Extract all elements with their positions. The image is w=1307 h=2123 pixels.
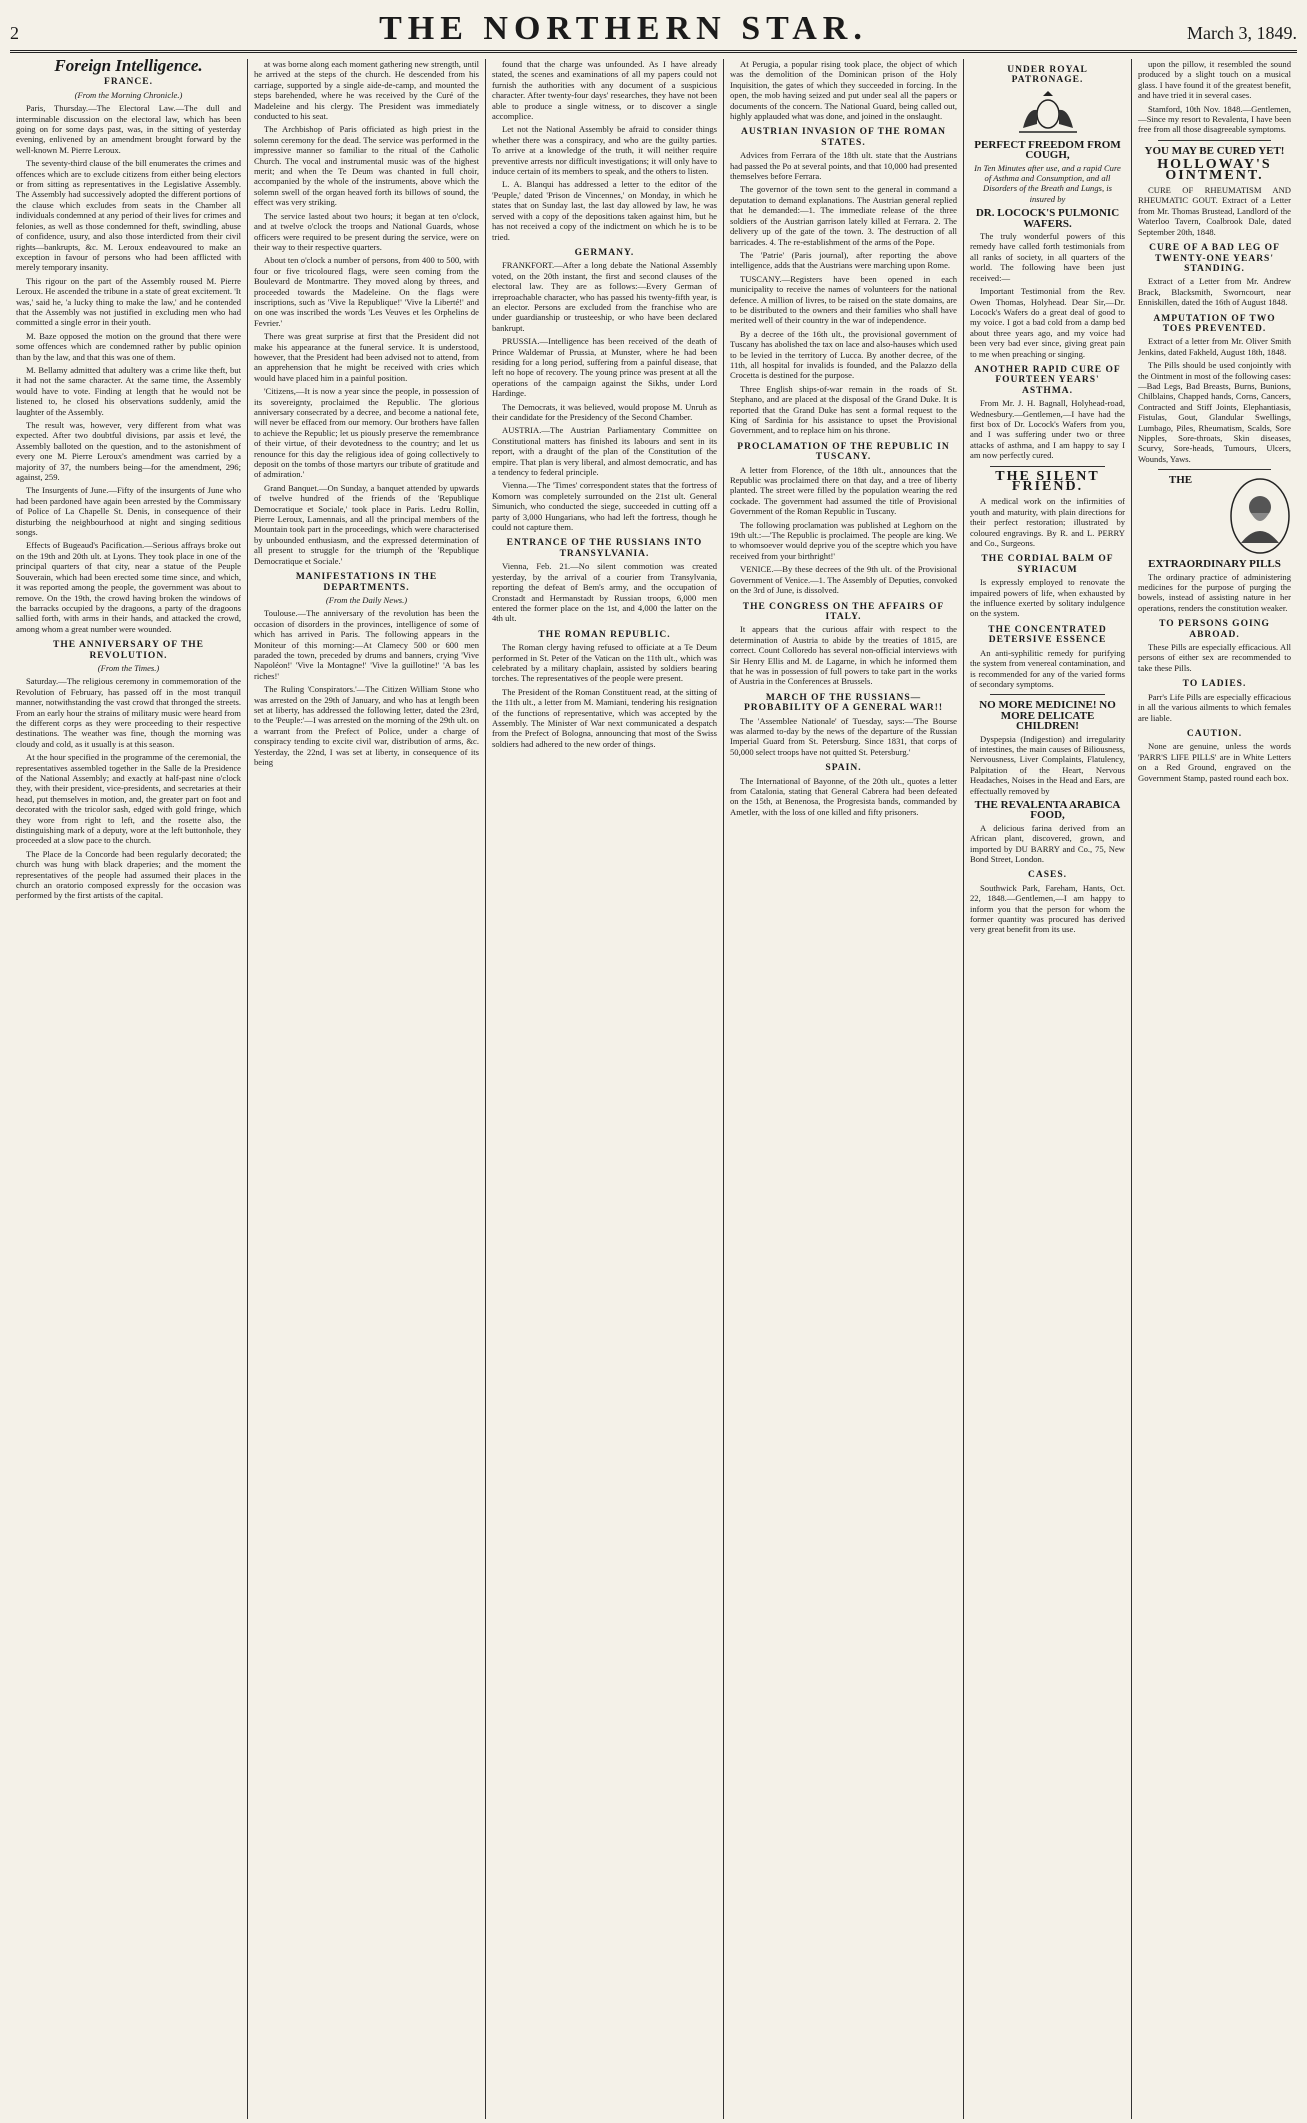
- ad-paragraph: CURE OF RHEUMATISM AND RHEUMATIC GOUT. Extract of a Letter from Mr. Thomas Brustead, Landlord of the Waterloo Tavern, Coalbrook Dale, dated September 20th, 1848.: [1138, 185, 1291, 237]
- silent-friend-heading: THE SILENT FRIEND.: [995, 468, 1100, 494]
- extraordinary-pills-heading: THE EXTRAORDINARY PILLS: [1148, 474, 1281, 571]
- article-paragraph: Vienna.—The 'Times' correspondent states that the fortress of Komorn was completely surrounded on the 21st ult. General Simunich, who conducted the siege, succeeded in cutting off a party of 3,000 Hungarians, who had left the fortress, though he could not capture them.: [492, 480, 717, 533]
- march-heading: MARCH OF THE RUSSIANS—PROBABILITY OF A GENERAL WAR!!: [743, 692, 944, 714]
- article-paragraph: Grand Banquet.—On Sunday, a banquet attended by upwards of twelve hundred of the friends of the 'Republique Democratique et Sociale,' took place in Paris. Ledru Rollin, Pierre Leroux, Lamennais, and all the principal members of the Mountain took part in the proceedings, which were characterised by unbounded enthusiasm, and the expressed determination of all present to struggle for the triumph of the 'Republique Democratique et Sociale.': [254, 482, 479, 566]
- article-paragraph: Saturday.—The religious ceremony in commemoration of the Revolution of February, has passed off in the most tranquil manner, notwithstanding the vast crowd that thronged the streets. From an early hour the strains of military music were heard from the different corps as they were proceeding to their respective destinations. The weather was fine, though the morning was cloudy and cold, as it usually is at this season.: [16, 676, 241, 749]
- royal-patronage-heading: UNDER ROYAL PATRONAGE.: [1007, 65, 1088, 86]
- rapid-cure-heading: ANOTHER RAPID CURE OF FOURTEEN YEARS' ASTHMA.: [974, 364, 1121, 396]
- perfect-freedom-sub: In Ten Minutes after use, and a rapid Cure of Asthma and Consumption, and all Disorders of the Breath and Lungs, is insured by: [974, 162, 1121, 204]
- ad-paragraph: Is expressly employed to renovate the impaired powers of life, when exhausted by the influence exerted by solitary indulgence on the system.: [970, 577, 1125, 619]
- article-paragraph: The Ruling 'Conspirators.'—The Citizen William Stone who was arrested on the 29th of January, and who has at length been set at liberty, has addressed the following letter, dated the 23rd, to the 'Peuple:'—I was arrested on the morning of the 29th ult. on a warrant from the Prefect of Police, under a charge of conspiracy tending to excite civil war, distribution of arms, &c. Yesterday, the 22nd, I was set at liberty, in consequence of its being: [254, 684, 479, 767]
- article-paragraph: L. A. Blanqui has addressed a letter to the editor of the 'Peuple,' dated 'Prison de Vincennes,' on Monday, in which he states that on Sunday last, the last day allowed by law, he was served with a copy of the depositions taken against him, but he has not received a copy of the indictment on which he is to be tried.: [492, 179, 717, 242]
- article-paragraph: The Place de la Concorde had been regularly decorated; the church was hung with black draperies; and the moment the representatives of the people had assumed their places in the church an oratorio composed expressly for the occasion was performed by the first artists of the capital.: [16, 848, 241, 901]
- article-paragraph: The service lasted about two hours; it began at ten o'clock, and at twelve o'clock the troops and National Guards, whose officers were required to be present during the service, were on their way to their respective quarters.: [254, 210, 479, 252]
- article-paragraph: There was great surprise at first that the President did not make his appearance at the funeral service. It is understood, however, that the President had been advised not to attend, from an apprehension that he might be received with cries which would have placed him in a painful position.: [254, 331, 479, 383]
- ad-paragraph: None are genuine, unless the words 'PARR'S LIFE PILLS' are in White Letters on a Red Ground, engraved on the Government Stamp, pasted round each box.: [1138, 741, 1291, 783]
- article-paragraph: Let not the National Assembly be afraid to consider things whether there was a conspiracy, and who are the guilty parties. To arrive at a knowledge of the truth, it will neither require preventive arrests nor difficult investigations; it will only have to induce certain of its members to speak, and the others to listen.: [492, 124, 717, 177]
- france-source: (From the Morning Chronicle.): [74, 89, 183, 100]
- detersive-essence-heading: THE CONCENTRATED DETERSIVE ESSENCE: [988, 624, 1107, 646]
- ad-paragraph: upon the pillow, it resembled the sound produced by a slight touch on a musical glass. I have found it of the greatest benefit, and have tried it in several cases.: [1138, 59, 1291, 101]
- ad-paragraph: Stamford, 10th Nov. 1848.—Gentlemen,—Since my resort to Revalenta, I have been free from all those disagreeable symptoms.: [1138, 103, 1291, 135]
- ad-paragraph: The truly wonderful powers of this remedy have called forth testimonials from all ranks of society, in all quarters of the world. The following have been just received:—: [970, 231, 1125, 283]
- article-paragraph: The President of the Roman Constituent read, at the sitting of the 11th ult., a letter from M. Mamiani, tendering his resignation of the functions of representative, which was accepted by the Assembly. The Minister of War next communicated a despatch from the Prefect of Bologna, announcing that most of the Swiss soldiers had adhered to the new order of things.: [492, 686, 717, 749]
- divider: [1158, 140, 1271, 141]
- article-paragraph: M. Bellamy admitted that adultery was a crime like theft, but it had not the same character. At the same time, the Assembly would have to vote. Finding at length that he would not be listened to, he closed his observations suddenly, amid the laughter of the Assembly.: [16, 364, 241, 417]
- ad-paragraph: Dyspepsia (Indigestion) and irregularity of intestines, the main causes of Biliousness, Nervousness, Liver Complaints, Flatulency, Palpitation of the Heart, Nervous Headaches, Noises in the Head and Ears, are effectually removed by: [970, 733, 1125, 796]
- article-paragraph: About ten o'clock a number of persons, from 400 to 500, with four or five tricoloured flags, were seen coming from the Boulevard de Montmartre. They moved along by threes, and proceeded towards the Madeleine. On the flags were inscriptions, such as 'Vive la Republique!' 'Vive la Liberté!' and on one was inscribed the words 'Les Veuves et les Orphelins de Fevrier.': [254, 255, 479, 328]
- ad-paragraph: The Pills should be used conjointly with the Ointment in most of the following cases:—Bad Legs, Bad Breasts, Burns, Bunions, Chilblains, Chapped hands, Corns, Cancers, Contracted and Stiff Joints, Elephantiasis, Fistulas, Gout, Glandular Swellings, Lumbago, Piles, Rheumatism, Scalds, Sore Nipples, Sore-throats, Skin diseases, Scurvy, Sore-heads, Tumours, Ulcers, Wounds, Yaws.: [1138, 360, 1291, 464]
- article-paragraph: The 'Assemblee Nationale' of Tuesday, says:—'The Bourse was alarmed to-day by the news of the departure of the Russian Imperial Guard from St. Petersburg. Since 1831, that corps of 50,000 select troops have not quitted St. Petersburg.': [730, 715, 957, 757]
- article-paragraph: The Roman clergy having refused to officiate at a Te Deum performed in St. Peter of the Vatican on the 11th ult., which was celebrated by a military chaplain, assisted by soldiers bearing torches. The representatives of the people were present.: [492, 642, 717, 684]
- bad-leg-heading: CURE OF A BAD LEG OF TWENTY-ONE YEARS' STANDING.: [1149, 243, 1280, 274]
- holloway-heading: HOLLOWAY'S OINTMENT.: [1157, 157, 1272, 183]
- russians-heading: ENTRANCE OF THE RUSSIANS INTO TRANSYLVANIA.: [506, 538, 703, 559]
- ad-paragraph: From Mr. J. H. Bagnall, Holyhead-road, Wednesbury.—Gentlemen,—I have had the first box of Dr. Locock's Wafers from you, and I was suffering under two or three attacks of asthma, and I am happy to say I am now perfectly cured.: [970, 398, 1125, 461]
- spain-heading: SPAIN.: [825, 763, 862, 774]
- article-paragraph: At Perugia, a popular rising took place, the object of which was the demolition of the Dominican prison of the Holy Inquisition, the gates of which they succeeded in forcing. In the open, the mob having seized and put under seal all the papers or documents of the concern. The National Guard, being called out, highly applauded what was done, and joined in the onslaught.: [730, 59, 957, 122]
- ad-paragraph: A medical work on the infirmities of youth and maturity, with plain directions for their perfect restoration; illustrated by coloured engravings. By R. and L. PERRY and Co., Surgeons.: [970, 496, 1125, 549]
- perfect-freedom-heading: PERFECT FREEDOM FROM COUGH,: [974, 138, 1121, 162]
- ad-paragraph: An anti-syphilitic remedy for purifying the system from venereal contamination, and is recommended for any of the varied forms of secondary symptoms.: [970, 647, 1125, 689]
- divider: [1158, 469, 1271, 470]
- amputation-heading: AMPUTATION OF TWO TOES PREVENTED.: [1153, 313, 1276, 334]
- section-title: Foreign Intelligence.: [54, 59, 203, 75]
- portrait-engraving-icon: [1229, 477, 1291, 555]
- article-paragraph: TUSCANY.—Registers have been opened in each municipality to receive the names of volunteers for the national defence. A million of livres, to be raised on the state domains, are to be distributed to the owners and their families who shall have merited well of their country in the war of independence.: [730, 273, 957, 326]
- page-number: 2: [10, 23, 19, 43]
- germany-heading: GERMANY.: [574, 247, 635, 258]
- article-paragraph: Advices from Ferrara of the 18th ult. state that the Austrians had passed the Po at several points, and that 10,000 had presented themselves before Ferrara.: [730, 150, 957, 182]
- anniversary-heading: THE ANNIVERSARY OF THE REVOLUTION.: [53, 640, 204, 661]
- column-4: [724, 59, 964, 2119]
- article-paragraph: VENICE.—By these decrees of the 9th ult. of the Provisional Government of Venice.—1. The Assembly of Deputies, convoked on the 3rd of June, is dissolved.: [730, 564, 957, 596]
- article-paragraph: The International of Bayonne, of the 20th ult., quotes a letter from Catalonia, stating that General Cabrera had been defeated on the 15th, at Benenosa, the Progresista bands, commanded by Ametler, with the loss of one killed and fifty prisoners.: [730, 775, 957, 817]
- article-paragraph: A letter from Florence, of the 18th ult., announces that the Republic was proclaimed there on that day, and a tree of liberty planted. The street were filled by the population wearing the red cockade. The government had assumed the title of Provisional Government of the Roman Republic in Tuscany.: [730, 464, 957, 517]
- caution-heading: CAUTION.: [1186, 728, 1243, 739]
- article-paragraph: The Insurgents of June.—Fifty of the insurgents of June who had been pardoned have again been arrested by the Commissary of Police of La Chapelle St. Denis, in consequence of their disturbing the neighbourhood at night and singing seditious songs.: [16, 485, 241, 538]
- article-paragraph: M. Baze opposed the motion on the ground that there were some offences which are condemned rather by public opinion than by the law, and that this was one of them.: [16, 330, 241, 362]
- article-paragraph: By a decree of the 16th ult., the provisional government of Tuscany has abolished the tax on lace and also-hauses which used to be levied in the territory of Lucca. By another decree, of the 11th, all hospital for invalids is founded, and the Palazzo della Crocetta is destined for the purpose.: [730, 328, 957, 381]
- article-paragraph: The seventy-third clause of the bill enumerates the crimes and offences which are to exclude citizens from either being electors or from sitting as representatives in the Legislative Assembly. The Assembly had successively adopted the different portions of the clause which excludes from seats in the Chamber all individuals condemned at any period of their lives for crimes and felonies, as well as those condemned for theft, swindling, abuse of confidence, usury, and also those interdicted from their civil rights—bankrupts, &c. M. Leroux endeavoured to make an exception in favour of persons who had been afflicted with merely temporary insanity.: [16, 158, 241, 273]
- columns: [10, 59, 1297, 2119]
- column-1: [10, 59, 248, 2119]
- cases-heading: CASES.: [1028, 870, 1067, 881]
- newspaper-title: THE NORTHERN STAR.: [379, 10, 868, 47]
- manifestations-source: (From the Daily News.): [325, 594, 408, 605]
- to-ladies-heading: TO LADIES.: [1182, 679, 1247, 690]
- article-paragraph: found that the charge was unfounded. As I have already stated, the scenes and examinations of all my papers could not furnish the authorities with any document of a suspicious character. After twenty-four days' researches, they have not been able to produce a single witness, or to discover a single accomplice.: [492, 59, 717, 122]
- article-paragraph: This rigour on the part of the Assembly roused M. Pierre Leroux. He ascended the tribune in a state of great excitement. 'It was,' said he, 'a lucky thing to make the law,' and he contended that the Assembly was not justified in excluding men who had committed a single error in their youth.: [16, 275, 241, 328]
- column-2: [248, 59, 486, 2119]
- article-paragraph: The Democrats, it was believed, would propose M. Unruh as their candidate for the Presidency of the Second Chamber.: [492, 401, 717, 422]
- france-heading: FRANCE.: [104, 77, 153, 88]
- column-5: [964, 59, 1132, 2119]
- ad-paragraph: A delicious farina derived from an African plant, discovered, grown, and imported by DU BARRY and Co., 75, New Bond Street, London.: [970, 822, 1125, 864]
- proclamation-heading: PROCLAMATION OF THE REPUBLIC IN TUSCANY.: [737, 441, 950, 463]
- going-abroad-heading: TO PERSONS GOING ABROAD.: [1159, 619, 1270, 640]
- ad-paragraph: Extract of a Letter from Mr. Andrew Brack, Blacksmith, Sworncourt, near Enniskillen, dated the 16th of August 1848.: [1138, 276, 1291, 308]
- divider: [990, 694, 1105, 695]
- article-paragraph: Three English ships-of-war remain in the roads of St. Stephano, and are placed at the disposal of the Grand Duke. It is reported that the Grand Duke has sent a formal request to the King of Sardinia for his assistance to upset the Provisional Government, and to replace him on his throne.: [730, 383, 957, 436]
- article-paragraph: At the hour specified in the programme of the ceremonial, the representatives assembled together in the Salle de la Presidence of the National Assembly; and exactly at half-past nine o'clock they, with their president, vice-presidents, and secretaries at their head, put themselves in motion, and, the greater part on foot and decorated with the tricolor sash, edged with gold fringe, which they wore from right to left, and the rosette also, the distinguishing mark of a deputy, wore at the left buttonhole, they proceeded at a slow pace to the church.: [16, 752, 241, 846]
- article-paragraph: 'Citizens,—It is now a year since the people, in possession of its sovereignty, proclaimed the Republic. The glorious anniversary consecrated by a decree, and become a national fete, will never be effaced from our memory. Our brothers have fallen to achieve the Republic; let us piously preserve the remembrance of their virtue, of their devotedness to the country; and let us renounce for this day the religious idea of going collectively to deposit on the tombs of those martyrs our tribute of gratitude and of admiration.': [254, 386, 479, 480]
- locock-wafers-heading: DR. LOCOCK'S PULMONIC WAFERS.: [975, 207, 1120, 230]
- article-paragraph: The result was, however, very different from what was expected. After two doubtful divisions, par assis et levé, the Assembly balloted on the question, and to the astonishment of every one M. Pierre Leroux's amendment was carried by a majority of 37, the numbers being—for the amendment, 296; against, 259.: [16, 420, 241, 483]
- article-paragraph: Effects of Bugeaud's Pacification.—Serious affrays broke out on the 19th and 20th ult. at Lyons. They took place in one of the principal quarters of that city, near a statue of the Peuple Souverain, which had been erected some time since, and which, it was reported among the people, the government was about to remove. On the 19th, the crowd having broken the windows of the barracks occupied by the dragoons, a party of the dragoons sallied forth, with arms in their hands, and attacked the crowd, among whom a great number were wounded.: [16, 540, 241, 634]
- column-3: [486, 59, 724, 2119]
- article-paragraph: Vienna, Feb. 21.—No silent commotion was created yesterday, by the arrival of a courier from Transylvania, reporting the defeat of Bem's army, and the occupation of Cronstadt and Hermanstadt by Russian troops, 6,000 men entered the former place on the 1st, and 4,000 the latter on the 4th ult.: [492, 561, 717, 624]
- royal-crest-icon: [1013, 88, 1083, 136]
- manifestations-heading: MANIFESTATIONS IN THE DEPARTMENTS.: [295, 572, 438, 593]
- article-paragraph: PRUSSIA.—Intelligence has been received of the death of Prince Waldemar of Prussia, at Munster, where he had been residing for a long period, suffering from a painful disease, that left no hope of recovery. The young prince was present at all the operations of the campaign against the Sikhs, under Lord Hardinge.: [492, 336, 717, 399]
- article-paragraph: The 'Patrie' (Paris journal), after reporting the above intelligence, adds that the Austrians were marching upon Rome.: [730, 249, 957, 271]
- article-paragraph: FRANKFORT.—After a long debate the National Assembly voted, on the 20th instant, the first and second clauses of the electoral law. They are as follows:—Every German of irreproachable character, who has passed his twenty-fifth year, is an elector. Persons are excluded from the franchise who are under guardianship or trusteeship, or who have been declared bankrupt.: [492, 260, 717, 333]
- article-paragraph: The following proclamation was published at Leghorn on the 19th ult.:—'The Republic is proclaimed. The people are king. We to whomsoever would deprive you of the sceptre which you have received from your birthright!': [730, 519, 957, 561]
- austrian-invasion-heading: AUSTRIAN INVASION OF THE ROMAN STATES.: [740, 127, 947, 148]
- masthead: [10, 10, 1297, 53]
- ad-paragraph: These Pills are especially efficacious. All persons of either sex are recommended to take these Pills.: [1138, 642, 1291, 673]
- article-paragraph: The Archbishop of Paris officiated as high priest in the solemn ceremony for the dead. The service was performed in the impressive manner so familiar to the ritual of the Catholic Church. The vocal and instrumental music was of the highest merit; and when the Te Deum was chanted in full choir, accompanied by the whole of the instruments, above which the solemn swell of the organ heaved forth its billows of sound, the effect was very striking.: [254, 124, 479, 208]
- article-paragraph: Paris, Thursday.—The Electoral Law.—The dull and interminable discussion on the electoral law, which has been going on for some days past, was, in the sitting of yesterday evening, enlivened by an amendment brought forward by the well-known M. Pierre Leroux.: [16, 103, 241, 155]
- article-paragraph: It appears that the curious affair with respect to the determination of Austria to abide by the treaties of 1815, are correct. Count Colloredo has several non-official interviews with Sir Henry Ellis and M. de Lagarne, in which he informed them that he was in possession of full powers to take part in the works of Austria in the Conferences at Brussels.: [730, 624, 957, 687]
- revalenta-heading: THE REVALENTA ARABICA FOOD,: [974, 798, 1121, 822]
- ad-paragraph: Southwick Park, Fareham, Hants, Oct. 22, 1848.—Gentlemen,—I am happy to inform you that the person for whom the former quantity was procured has derived very great benefit from its use.: [970, 882, 1125, 935]
- ad-paragraph: The ordinary practice of administering medicines for the purpose of purging the bowels, instead of assisting nature in her operations, renders the constitution weaker.: [1138, 571, 1291, 613]
- congress-heading: THE CONGRESS ON THE AFFAIRS OF ITALY.: [742, 601, 945, 622]
- ad-paragraph: Parr's Life Pills are especially efficacious in all the various ailments to which females are liable.: [1138, 691, 1291, 723]
- column-6: [1132, 59, 1297, 2119]
- article-paragraph: Toulouse.—The anniversary of the revolution has been the occasion of disorders in the provinces, intelligence of some of which has arrived in Paris. The following appears in the Moniteur of this morning:—At Clamecy 500 or 600 men paraded the town, preceded by drums and banners, crying 'Vive Napoléon!' 'Vive la Montagne!' 'Vive la guillotine!' 'A bas les riches!': [254, 608, 479, 681]
- ad-paragraph: Important Testimonial from the Rev. Owen Thomas, Holyhead. Dear Sir,—Dr. Locock's Wafers do a great deal of good to my voice. I got a bad cold from a damp bed about three years ago, and my voice had been very bad ever since, giving great pain to me when preaching or singing.: [970, 286, 1125, 359]
- article-paragraph: The governor of the town sent to the general in command a deputation to demand explanations. The Austrian general replied that he demanded:—1. The immediate release of the three soldiers of the Austrian garrison lately killed at Ferrara. 2. The delivery up of the gate of the town. 3. The destruction of all barricades. 4. The re-establishment of the arms of the Pope.: [730, 184, 957, 247]
- roman-republic-heading: THE ROMAN REPUBLIC.: [538, 629, 671, 640]
- article-paragraph: AUSTRIA.—The Austrian Parliamentary Committee on Constitutional matters has finished its labours and sent in its report, with a draught of the plan of the Constitution of the empire. That plan is very liberal, and almost democratic, and has a tendency to federal principle.: [492, 425, 717, 478]
- anniversary-source: (From the Times.): [97, 662, 160, 673]
- ad-paragraph: Extract of a letter from Mr. Oliver Smith Jenkins, dated Fakheld, August 18th, 1848.: [1138, 336, 1291, 357]
- article-paragraph: at was borne along each moment gathering new strength, until he arrived at the steps of the church. He descended from his carriage, supported by a single aide-de-camp, and mounted the steps barehended, where he was received by the Curé of the Madeleine and his clergy. The President was immediately conducted to his seat.: [254, 59, 479, 122]
- divider: [990, 466, 1105, 467]
- no-more-medicine-heading: NO MORE MEDICINE! NO MORE DELICATE CHILDREN!: [979, 699, 1116, 733]
- cured-heading: YOU MAY BE CURED YET!: [1144, 144, 1285, 157]
- cordial-balm-heading: THE CORDIAL BALM OF SYRIACUM: [981, 554, 1114, 575]
- issue-date: March 3, 1849.: [1187, 23, 1297, 43]
